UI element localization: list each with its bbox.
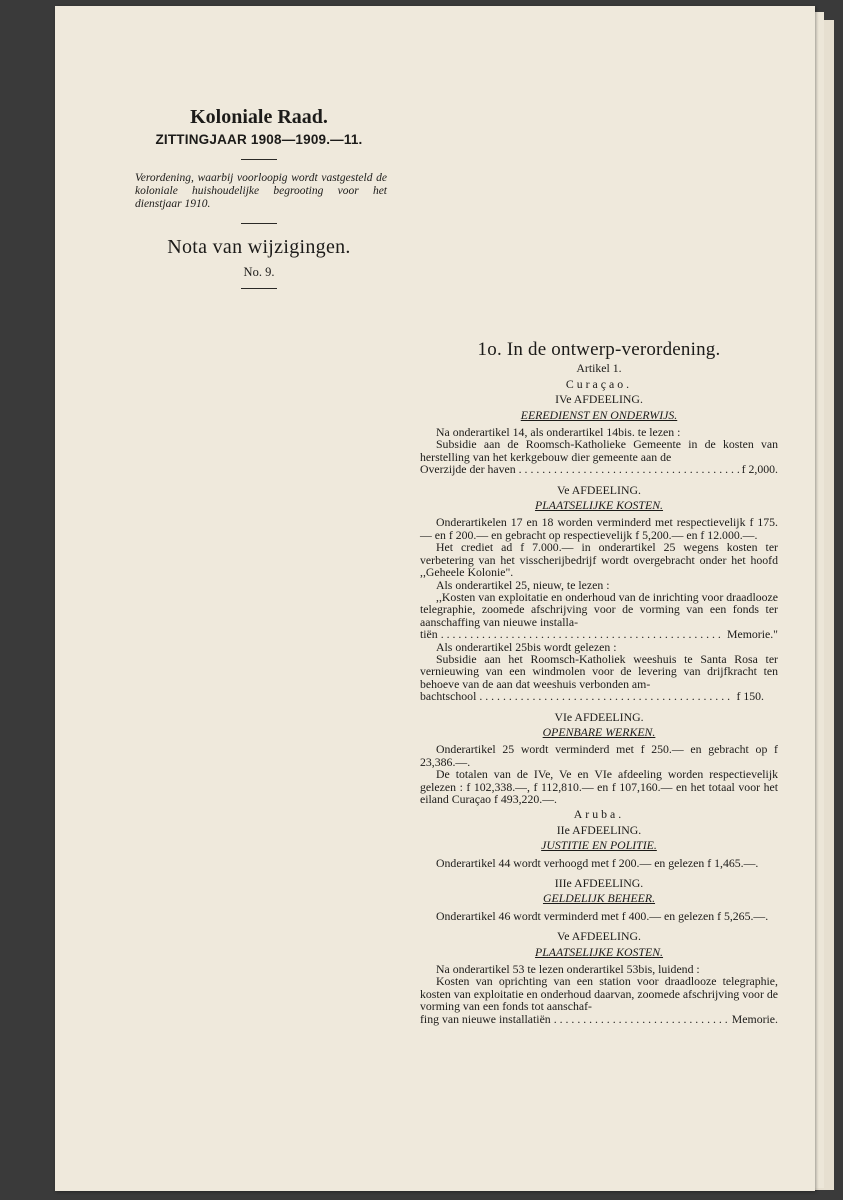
paragraph: Kosten van oprichting van een station voor draadlooze telegraphie, kosten van exploitatie en onderhoud daarvan, zoomede afschrijving voor de vorming van een fonds tot aanschaf-: [420, 974, 778, 1014]
paragraph: Onderartikelen 17 en 18 worden verminderd met respectievelijk f 175.— en f 200.— en gebracht op respectievelijk f 5,200.— en f 12.000.—.: [420, 515, 778, 542]
afdeeling-subtitle: PLAATSELIJKE KOSTEN.: [534, 498, 664, 513]
paragraph: Na onderartikel 53 te lezen onderartikel 53bis, luidend :: [436, 962, 700, 977]
document-header: [125, 105, 393, 301]
afdeeling-heading: IVe AFDEELING.: [555, 392, 643, 407]
afdeeling-subtitle: PLAATSELIJKE KOSTEN.: [534, 944, 664, 959]
paragraph: Onderartikel 25 wordt verminderd met f 250.— en gebracht op f 23,386.—.: [420, 742, 778, 769]
afdeeling-heading: IIIe AFDEELING.: [554, 876, 644, 891]
leader-dots: [441, 628, 724, 640]
paragraph: Als onderartikel 25bis wordt gelezen :: [436, 639, 617, 654]
leader-dots: [479, 690, 733, 702]
leader-text: Overzijde der haven: [420, 462, 516, 477]
afdeeling-heading: VIe AFDEELING.: [554, 709, 644, 724]
afdeeling-heading: IIe AFDEELING.: [556, 822, 642, 837]
paragraph: ,,Kosten van exploitatie en onderhoud van de inrichting voor draadlooze telegraphie, zoomede afschrijving voor de vorming van een fonds ter aanschaffing van nieuwe installa-: [420, 589, 778, 629]
divider-rule: [241, 223, 277, 224]
spacer: [420, 476, 778, 481]
leader-value: f 2,000.: [741, 462, 778, 477]
spacer: [420, 703, 778, 708]
artikel-label: Artikel 1.: [576, 361, 622, 376]
spacer: [420, 869, 778, 874]
leader-dots: [554, 1013, 729, 1025]
paragraph: Als onderartikel 25, nieuw, te lezen :: [436, 577, 610, 592]
leader-text: fing van nieuwe installatiën: [420, 1011, 551, 1026]
spacer: [420, 922, 778, 927]
paragraph: Subsidie aan het Roomsch-Katholiek weeshuis te Santa Rosa ter vernieuwing van een windmolen voor de levering van drijfkracht ten behoeve van de aan dat weeshuis verbonden am-: [420, 651, 778, 691]
afdeeling-subtitle: GELDELIJK BEHEER.: [542, 891, 656, 906]
paragraph: Het crediet ad f 7.000.— in onderartikel 25 wegens kosten ter verbetering van het visscherijbedrijf wordt overgebracht onder het hoofd ,,Geheele Kolonie".: [420, 540, 778, 580]
paragraph: Onderartikel 46 wordt verminderd met f 400.— en gelezen f 5,265.—.: [436, 908, 769, 923]
afdeeling-heading: Ve AFDEELING.: [557, 482, 641, 497]
leader-text: bachtschool: [420, 689, 477, 704]
island-curacao: Curaçao.: [565, 376, 633, 391]
paragraph: Onderartikel 44 wordt verhoogd met f 200.— en gelezen f 1,465.—.: [436, 855, 759, 870]
leader-value: Memorie.: [731, 1011, 778, 1026]
leader-value: Memorie.": [726, 627, 778, 642]
leader-line: [420, 628, 778, 640]
leader-line: [420, 1013, 778, 1025]
leader-line: [420, 463, 778, 475]
main-text-column: [420, 339, 778, 1026]
afdeeling-subtitle: JUSTITIE EN POLITIE.: [541, 838, 657, 853]
session-year: ZITTINGJAAR 1908—1909.—11.: [155, 132, 363, 147]
leader-value: f 150.: [736, 689, 764, 704]
afdeeling-heading: Ve AFDEELING.: [557, 929, 641, 944]
leader-line: [420, 690, 778, 702]
ordinance-description: Verordening, waarbij voorloopig wordt vastgesteld de koloniale huishoudelijke begrooting voor het dienstjaar 1910.: [135, 172, 387, 210]
afdeeling-subtitle: EEREDIENST EN ONDERWIJS.: [520, 407, 678, 422]
nota-title: Nota van wijzigingen.: [167, 236, 351, 258]
leader-text: tiën: [420, 627, 438, 642]
paragraph: Na onderartikel 14, als onderartikel 14bis. te lezen :: [436, 425, 681, 440]
paragraph: Subsidie aan de Roomsch-Katholieke Gemeente in de kosten van herstelling van het kerkgebouw dier gemeente aan de: [420, 437, 778, 464]
island-aruba: Aruba.: [573, 807, 625, 822]
document-number: No. 9.: [243, 265, 275, 279]
paragraph: De totalen van de IVe, Ve en VIe afdeeling worden respectievelijk gelezen : f 102,338.—, f 112,810.— en f 107,160.— en het totaal voor het eiland Curaçao f 493,220.—.: [420, 767, 778, 806]
afdeeling-subtitle: OPENBARE WERKEN.: [542, 724, 656, 739]
leader-dots: [519, 463, 739, 475]
divider-rule: [241, 288, 277, 289]
section-heading: 1o. In de ontwerp-verordening.: [477, 339, 721, 360]
divider-rule: [241, 159, 277, 160]
document-title: Koloniale Raad.: [190, 106, 328, 128]
